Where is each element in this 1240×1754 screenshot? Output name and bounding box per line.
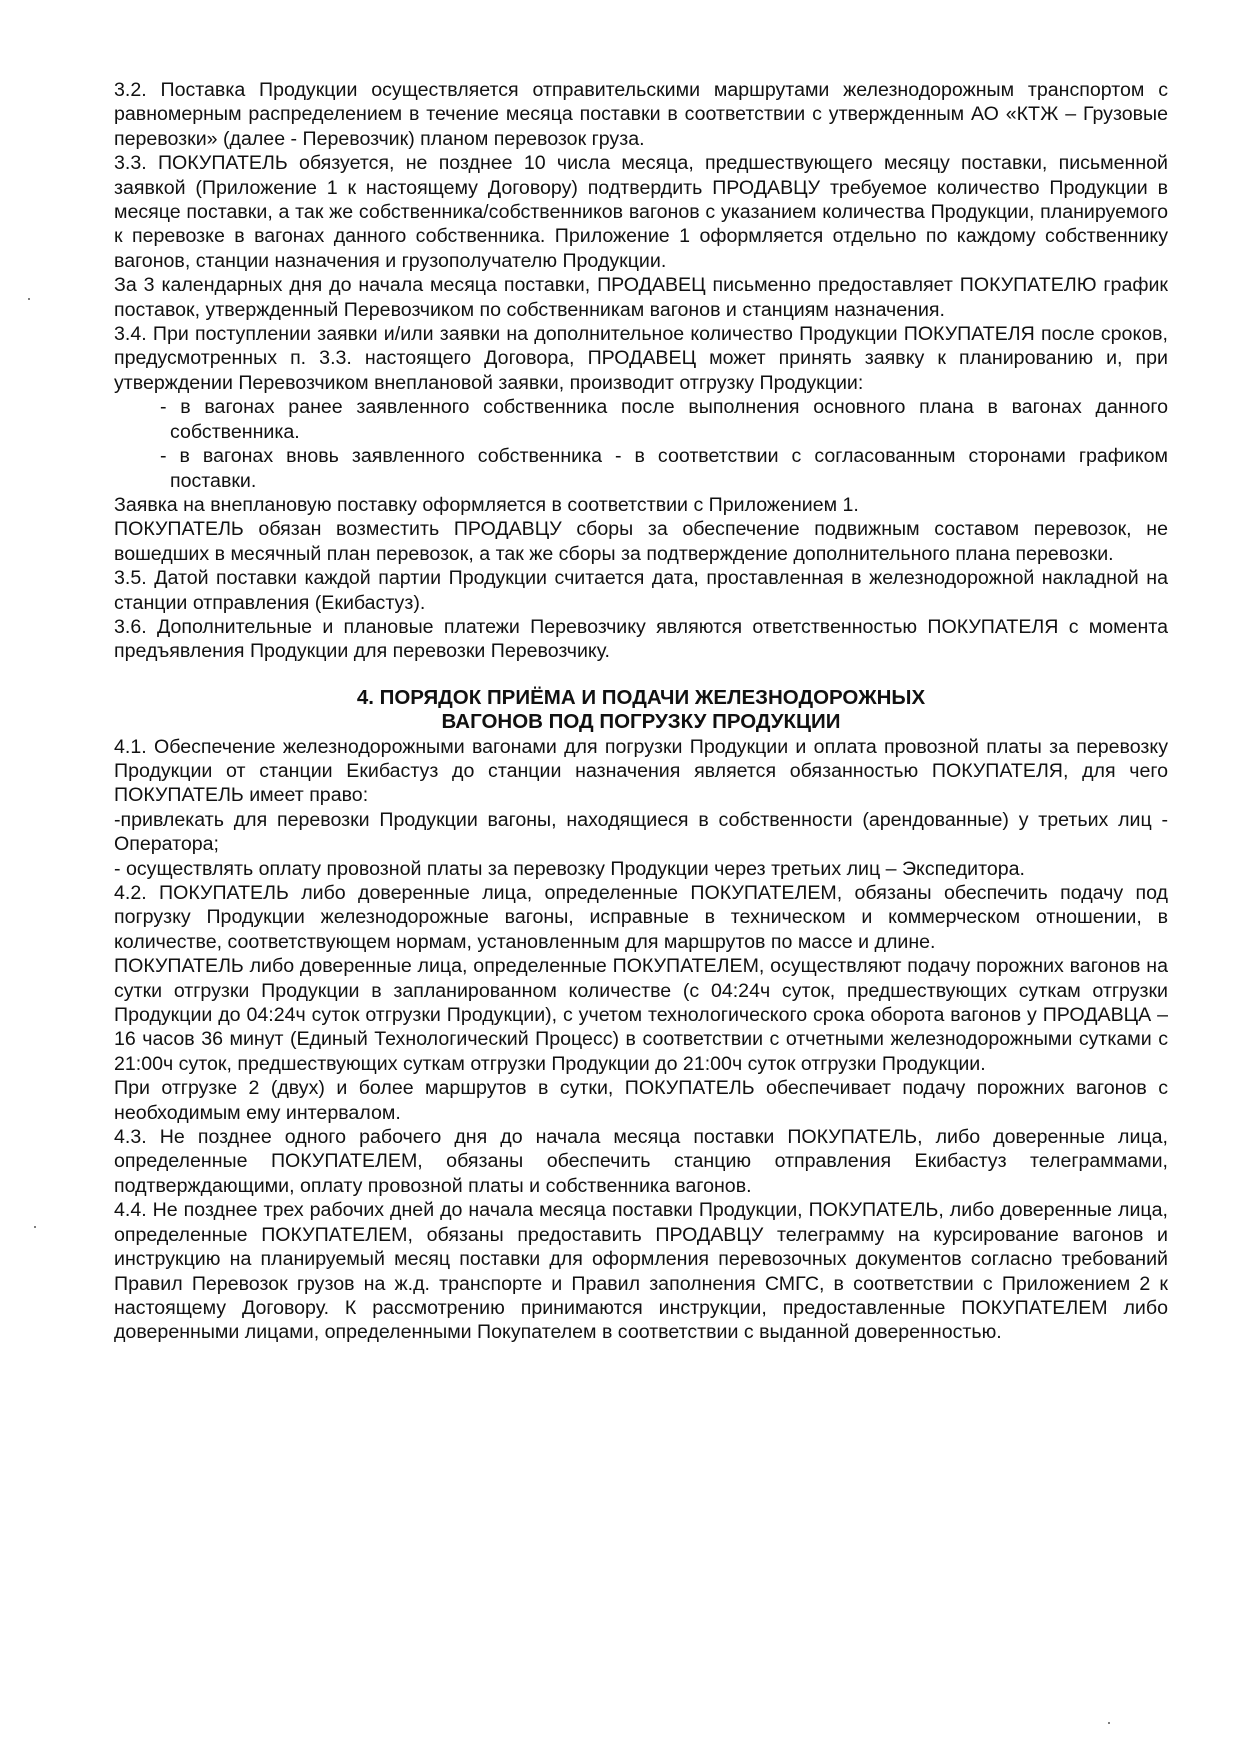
paragraph-3-5: 3.5. Датой поставки каждой партии Продукции считается дата, проставленная в железнодорожной накладной на станции отправления (Екибастуз). bbox=[114, 567, 1168, 614]
section-4-heading-line-1: 4. ПОРЯДОК ПРИЁМА И ПОДАЧИ ЖЕЛЕЗНОДОРОЖНЫХ bbox=[356, 685, 926, 709]
paragraph-3-3: 3.3. ПОКУПАТЕЛЬ обязуется, не позднее 10 числа месяца, предшествующего месяцу поставки, письменной заявкой (Приложение 1 к настоящему Договору) подтвердить ПРОДАВЦУ требуемое количество Продукции в месяце поставки, а так же собственника/собственников вагонов с указанием количества Продукции, планируемого к перевозке в вагонах данного собственника. Приложение 1 оформляется отдельно по каждому собственнику вагонов, станции назначения и грузополучателю Продукции. bbox=[114, 152, 1168, 272]
paragraph-4-2-interval: При отгрузке 2 (двух) и более маршрутов в сутки, ПОКУПАТЕЛЬ обеспечивает подачу порожних вагонов с необходимым ему интервалом. bbox=[114, 1077, 1168, 1124]
list-item-bullet-2: - в вагонах вновь заявленного собственника - в соответствии с согласованным сторонами графиком поставки. bbox=[160, 445, 1168, 492]
paragraph-4-4: 4.4. Не позднее трех рабочих дней до начала месяца поставки Продукции, ПОКУПАТЕЛЬ, либо доверенные лица, определенные ПОКУПАТЕЛЕМ, обязаны предоставить ПРОДАВЦУ телеграмму на курсирование вагонов и инструкцию на планируемый месяц поставки для оформления перевозочных документов согласно требований Правил Перевозок грузов на ж.д. транспорте и Правил заполнения СМГС, в соответствии с Приложением 2 к настоящему Договору. К рассмотрению принимаются инструкции, предоставленные ПОКУПАТЕЛЕМ либо доверенными лицами, определенными Покупателем в соответствии с выданной доверенностью. bbox=[114, 1199, 1168, 1344]
document-page bbox=[114, 78, 1168, 1345]
paragraph-3-2: 3.2. Поставка Продукции осуществляется отправительскими маршрутами железнодорожным транспортом с равномерным распределением в течение месяца поставки в соответствии с утвержденным АО «КТЖ – Грузовые перевозки» (далее - Перевозчик) планом перевозок груза. bbox=[114, 79, 1168, 150]
paragraph-3-6: 3.6. Дополнительные и плановые платежи Перевозчику являются ответственностью ПОКУПАТЕЛЯ с момента предъявления Продукции для перевозки Перевозчику. bbox=[114, 615, 1168, 663]
paragraph-3-3-schedule: За 3 календарных дня до начала месяца поставки, ПРОДАВЕЦ письменно предоставляет ПОКУПАТЕЛЮ график поставок, утвержденный Перевозчиком по собственникам вагонов и станциям назначения. bbox=[114, 274, 1168, 321]
scan-speck bbox=[1108, 1722, 1110, 1724]
paragraph-4-2-empty-wagons: ПОКУПАТЕЛЬ либо доверенные лица, определенные ПОКУПАТЕЛЕМ, осуществляют подачу порожних вагонов на сутки отгрузки Продукции в запланированном количестве (с 04:24ч суток, предшествующих суткам отгрузки Продукции до 04:24ч суток отгрузки Продукции), с учетом технологического срока оборота вагонов у ПРОДАВЦА – 16 часов 36 минут (Единый Технологический Процесс) в соответствии с отчетными железнодорожными сутками с 21:00ч суток, предшествующих суткам отгрузки Продукции до 21:00ч суток отгрузки Продукции. bbox=[114, 955, 1168, 1075]
paragraph-4-1: 4.1. Обеспечение железнодорожными вагонами для погрузки Продукции и оплата провозной платы за перевозку Продукции от станции Екибастуз до станции назначения является обязанностью ПОКУПАТЕЛЯ, для чего ПОКУПАТЕЛЬ имеет право: bbox=[114, 735, 1168, 807]
section-4-heading bbox=[114, 686, 1168, 735]
section-4-heading-line-2: ВАГОНОВ ПОД ПОГРУЗКУ ПРОДУКЦИИ bbox=[441, 710, 841, 734]
paragraph-4-1-operator: -привлекать для перевозки Продукции вагоны, находящиеся в собственности (арендованные) у третьих лиц - Оператора; bbox=[114, 808, 1168, 856]
paragraph-4-1-forwarder: - осуществлять оплату провозной платы за перевозку Продукции через третьих лиц – Экспедитора. bbox=[114, 857, 1025, 880]
paragraph-4-2: 4.2. ПОКУПАТЕЛЬ либо доверенные лица, определенные ПОКУПАТЕЛЕМ, обязаны обеспечить подачу под погрузку Продукции железнодорожные вагоны, исправные в техническом и коммерческом отношении, в количестве, соответствующем нормам, установленным для маршрутов по массе и длине. bbox=[114, 882, 1168, 953]
list-item-bullet-1: - в вагонах ранее заявленного собственника после выполнения основного плана в вагонах данного собственника. bbox=[160, 396, 1168, 443]
paragraph-3-4: 3.4. При поступлении заявки и/или заявки на дополнительное количество Продукции ПОКУПАТЕЛЯ после сроков, предусмотренных п. 3.3. настоящего Договора, ПРОДАВЕЦ может принять заявку к планированию и, при утверждении Перевозчиком внеплановой заявки, производит отгрузку Продукции: bbox=[114, 323, 1168, 394]
paragraph-4-3: 4.3. Не позднее одного рабочего дня до начала месяца поставки ПОКУПАТЕЛЬ, либо доверенные лица, определенные ПОКУПАТЕЛЕМ, обязаны обеспечить станцию отправления Екибастуз телеграммами, подтверждающими, оплату провозной платы и собственника вагонов. bbox=[114, 1126, 1168, 1197]
paragraph-3-4-unplanned: Заявка на внеплановую поставку оформляется в соответствии с Приложением 1. bbox=[114, 493, 859, 516]
scan-speck bbox=[28, 298, 30, 300]
paragraph-3-4-fees: ПОКУПАТЕЛЬ обязан возместить ПРОДАВЦУ сборы за обеспечение подвижным составом перевозок, не вошедших в месячный план перевозок, а так же сборы за подтверждение дополнительного плана перевозки. bbox=[114, 518, 1168, 565]
scan-speck bbox=[34, 1226, 36, 1228]
